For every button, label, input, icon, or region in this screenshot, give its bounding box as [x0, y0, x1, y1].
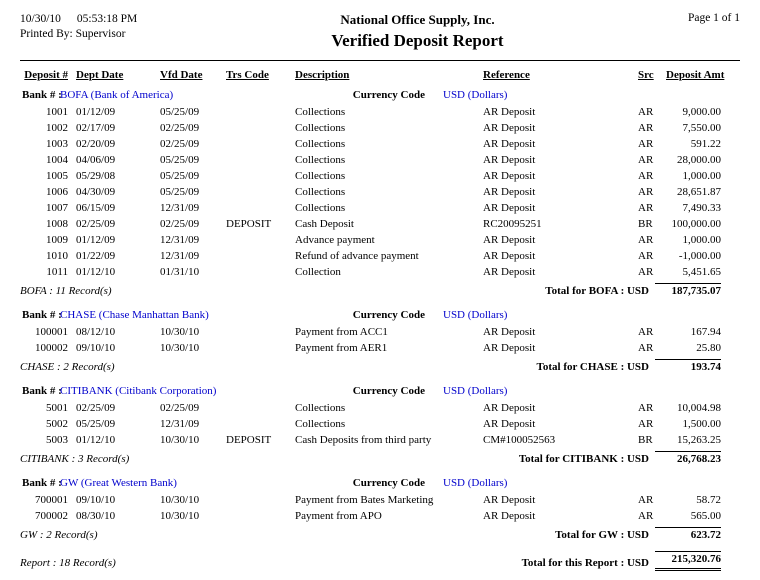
cell-deposit-amt: 1,000.00: [682, 170, 721, 182]
currency-code-value: USD (Dollars): [443, 309, 508, 321]
cell-deposit-number: 1004: [46, 154, 68, 166]
cell-vfd-date: 02/25/09: [160, 138, 200, 150]
cell-deposit-amt: -1,000.00: [678, 250, 721, 262]
table-row: [20, 416, 721, 432]
cell-trs-code: [226, 400, 295, 416]
cell-src: AR: [638, 202, 654, 214]
currency-code-label: Currency Code: [352, 309, 425, 321]
page-header: [20, 12, 740, 51]
cell-src: AR: [638, 250, 654, 262]
group-record-count: BOFA : 11 Record(s): [20, 285, 112, 297]
bank-header-row: [20, 475, 721, 492]
currency-code-value: USD (Dollars): [443, 385, 508, 397]
cell-dept-date: 09/10/10: [76, 494, 116, 506]
cell-description: Payment from APO: [295, 510, 382, 522]
group-summary-row: [20, 359, 721, 375]
cell-deposit-amt: 5,451.65: [682, 266, 721, 278]
cell-deposit-number: 1007: [46, 202, 68, 214]
col-header-deposit-amt: Deposit Amt: [666, 69, 725, 81]
bank-header-row: [20, 87, 721, 104]
table-row: [20, 168, 721, 184]
cell-vfd-date: 05/25/09: [160, 106, 200, 118]
col-header-deposit-number: Deposit #: [24, 69, 68, 81]
group-record-count: CITIBANK : 3 Record(s): [20, 453, 130, 465]
cell-deposit-amt: 100,000.00: [671, 218, 721, 230]
bank-header-row: [20, 383, 721, 400]
cell-trs-code: [226, 200, 295, 216]
table-row: [20, 340, 721, 356]
cell-reference: AR Deposit: [483, 106, 536, 118]
cell-src: AR: [638, 122, 654, 134]
cell-reference: RC20095251: [483, 218, 542, 230]
cell-deposit-amt: 28,651.87: [677, 186, 721, 198]
cell-vfd-date: 10/30/10: [160, 326, 200, 338]
cell-description: Collections: [295, 154, 346, 166]
col-header-vfd-date: Vfd Date: [160, 69, 203, 81]
cell-vfd-date: 10/30/10: [160, 494, 200, 506]
group-total-label: Total for BOFA : USD: [545, 285, 649, 297]
cell-dept-date: 08/30/10: [76, 510, 116, 522]
cell-src: AR: [638, 170, 654, 182]
table-row: [20, 136, 721, 152]
group-total-amount: 193.74: [655, 359, 721, 375]
cell-src: AR: [638, 266, 654, 278]
cell-trs-code: [226, 168, 295, 184]
cell-deposit-amt: 565.00: [690, 510, 721, 522]
cell-src: AR: [638, 402, 654, 414]
cell-deposit-number: 1001: [46, 106, 68, 118]
table-row: [20, 104, 721, 120]
bank-number-label: Bank # :: [22, 477, 62, 489]
cell-src: BR: [638, 218, 653, 230]
cell-reference: AR Deposit: [483, 494, 536, 506]
bank-number-label: Bank # :: [22, 309, 62, 321]
report-total-row: [20, 551, 721, 571]
cell-src: AR: [638, 418, 654, 430]
cell-dept-date: 01/22/09: [76, 250, 116, 262]
bank-name: GW (Great Western Bank): [60, 477, 177, 489]
cell-vfd-date: 12/31/09: [160, 250, 200, 262]
cell-src: AR: [638, 510, 654, 522]
cell-deposit-number: 700001: [35, 494, 68, 506]
cell-reference: AR Deposit: [483, 170, 536, 182]
group-summary-row: [20, 283, 721, 299]
cell-description: Cash Deposits from third party: [295, 434, 432, 446]
cell-src: AR: [638, 234, 654, 246]
report-body: [20, 87, 721, 543]
cell-vfd-date: 05/25/09: [160, 170, 200, 182]
cell-vfd-date: 12/31/09: [160, 418, 200, 430]
table-row: [20, 264, 721, 280]
table-row: [20, 508, 721, 524]
group-summary-row: [20, 527, 721, 543]
cell-vfd-date: 05/25/09: [160, 154, 200, 166]
cell-src: AR: [638, 106, 654, 118]
cell-trs-code: [226, 324, 295, 340]
report-record-count: Report : 18 Record(s): [20, 557, 116, 569]
cell-dept-date: 02/25/09: [76, 402, 116, 414]
cell-vfd-date: 12/31/09: [160, 202, 200, 214]
cell-vfd-date: 02/25/09: [160, 218, 200, 230]
cell-trs-code: [226, 416, 295, 432]
cell-reference: AR Deposit: [483, 418, 536, 430]
cell-reference: AR Deposit: [483, 154, 536, 166]
cell-deposit-amt: 58.72: [696, 494, 721, 506]
page-number: Page 1 of 1: [687, 12, 740, 24]
group-record-count: GW : 2 Record(s): [20, 529, 98, 541]
cell-deposit-number: 700002: [35, 510, 68, 522]
cell-trs-code: DEPOSIT: [226, 434, 272, 446]
col-header-dept-date: Dept Date: [76, 69, 124, 81]
cell-reference: AR Deposit: [483, 202, 536, 214]
cell-description: Refund of advance payment: [295, 250, 419, 262]
cell-deposit-number: 1011: [46, 266, 68, 278]
cell-dept-date: 02/20/09: [76, 138, 116, 150]
cell-trs-code: [226, 248, 295, 264]
table-row: [20, 184, 721, 200]
group-total-amount: 187,735.07: [655, 283, 721, 299]
table-row: [20, 120, 721, 136]
cell-description: Collections: [295, 186, 346, 198]
cell-vfd-date: 12/31/09: [160, 234, 200, 246]
header-divider: [20, 60, 740, 61]
cell-trs-code: DEPOSIT: [226, 218, 272, 230]
cell-reference: AR Deposit: [483, 266, 536, 278]
cell-deposit-number: 1005: [46, 170, 68, 182]
cell-deposit-amt: 1,500.00: [682, 418, 721, 430]
cell-trs-code: [226, 492, 295, 508]
report-title: Verified Deposit Report: [331, 31, 504, 50]
cell-vfd-date: 05/25/09: [160, 186, 200, 198]
cell-description: Collections: [295, 170, 346, 182]
cell-reference: AR Deposit: [483, 138, 536, 150]
table-row: [20, 432, 721, 448]
cell-description: Payment from Bates Marketing: [295, 494, 434, 506]
cell-deposit-number: 5002: [46, 418, 68, 430]
cell-deposit-amt: 28,000.00: [677, 154, 721, 166]
cell-deposit-amt: 25.80: [696, 342, 721, 354]
cell-dept-date: 01/12/09: [76, 234, 116, 246]
cell-vfd-date: 01/31/10: [160, 266, 200, 278]
cell-src: AR: [638, 494, 654, 506]
table-row: [20, 216, 721, 232]
group-record-count: CHASE : 2 Record(s): [20, 361, 115, 373]
cell-vfd-date: 10/30/10: [160, 510, 200, 522]
table-row: [20, 492, 721, 508]
cell-deposit-number: 1006: [46, 186, 68, 198]
group-total-label: Total for GW : USD: [555, 529, 649, 541]
col-header-src: Src: [638, 69, 654, 81]
cell-description: Collections: [295, 202, 346, 214]
cell-deposit-amt: 10,004.98: [677, 402, 721, 414]
cell-reference: AR Deposit: [483, 326, 536, 338]
cell-deposit-number: 100001: [35, 326, 68, 338]
cell-vfd-date: 02/25/09: [160, 402, 200, 414]
cell-src: AR: [638, 342, 654, 354]
cell-dept-date: 01/12/09: [76, 106, 116, 118]
cell-deposit-amt: 15,263.25: [677, 434, 721, 446]
cell-trs-code: [226, 184, 295, 200]
cell-deposit-amt: 7,490.33: [682, 202, 721, 214]
cell-src: BR: [638, 434, 653, 446]
cell-description: Collections: [295, 122, 346, 134]
cell-dept-date: 01/12/10: [76, 266, 116, 278]
currency-code-value: USD (Dollars): [443, 477, 508, 489]
cell-dept-date: 02/25/09: [76, 218, 116, 230]
col-header-description: Description: [295, 69, 350, 81]
cell-deposit-number: 1003: [46, 138, 68, 150]
currency-code-label: Currency Code: [352, 477, 425, 489]
currency-code-value: USD (Dollars): [443, 89, 508, 101]
cell-dept-date: 04/30/09: [76, 186, 116, 198]
col-header-reference: Reference: [483, 69, 530, 81]
table-row: [20, 324, 721, 340]
group-total-label: Total for CHASE : USD: [536, 361, 649, 373]
cell-dept-date: 09/10/10: [76, 342, 116, 354]
print-date: 10/30/10: [20, 13, 61, 25]
bank-name: CITIBANK (Citibank Corporation): [60, 385, 217, 397]
cell-reference: CM#100052563: [483, 434, 556, 446]
cell-description: Collection: [295, 266, 341, 278]
bank-name: BOFA (Bank of America): [60, 89, 174, 101]
cell-vfd-date: 10/30/10: [160, 342, 200, 354]
company-name: National Office Supply, Inc.: [340, 12, 495, 27]
cell-dept-date: 01/12/10: [76, 434, 116, 446]
cell-trs-code: [226, 136, 295, 152]
table-row: [20, 248, 721, 264]
group-total-amount: 26,768.23: [655, 451, 721, 467]
cell-src: AR: [638, 326, 654, 338]
cell-deposit-amt: 167.94: [690, 326, 721, 338]
report-total-label: Total for this Report : USD: [521, 557, 649, 569]
cell-description: Payment from AER1: [295, 342, 388, 354]
cell-deposit-amt: 591.22: [690, 138, 721, 150]
cell-trs-code: [226, 152, 295, 168]
cell-vfd-date: 02/25/09: [160, 122, 200, 134]
cell-trs-code: [226, 508, 295, 524]
cell-description: Collections: [295, 402, 346, 414]
cell-deposit-amt: 9,000.00: [682, 106, 721, 118]
group-total-amount: 623.72: [655, 527, 721, 543]
cell-description: Collections: [295, 418, 346, 430]
cell-src: AR: [638, 186, 654, 198]
cell-reference: AR Deposit: [483, 234, 536, 246]
cell-dept-date: 08/12/10: [76, 326, 116, 338]
cell-dept-date: 04/06/09: [76, 154, 116, 166]
cell-trs-code: [226, 232, 295, 248]
printed-by: Printed By: Supervisor: [20, 28, 126, 40]
cell-deposit-amt: 7,550.00: [682, 122, 721, 134]
cell-reference: AR Deposit: [483, 186, 536, 198]
cell-src: AR: [638, 138, 654, 150]
cell-description: Collections: [295, 106, 346, 118]
bank-number-label: Bank # :: [22, 89, 62, 101]
table-row: [20, 152, 721, 168]
cell-description: Payment from ACC1: [295, 326, 388, 338]
cell-description: Advance payment: [295, 234, 375, 246]
report-total-amount: 215,320.76: [655, 551, 721, 571]
bank-name: CHASE (Chase Manhattan Bank): [60, 309, 209, 321]
table-row: [20, 200, 721, 216]
cell-description: Collections: [295, 138, 346, 150]
cell-deposit-number: 1009: [46, 234, 68, 246]
cell-dept-date: 02/17/09: [76, 122, 116, 134]
bank-header-row: [20, 307, 721, 324]
print-time: 05:53:18 PM: [76, 13, 138, 25]
cell-deposit-number: 5003: [46, 434, 68, 446]
report-heading: [205, 12, 630, 51]
cell-deposit-number: 100002: [35, 342, 68, 354]
group-summary-row: [20, 451, 721, 467]
cell-deposit-amt: 1,000.00: [682, 234, 721, 246]
table-row: [20, 400, 721, 416]
currency-code-label: Currency Code: [352, 385, 425, 397]
cell-description: Cash Deposit: [295, 218, 354, 230]
cell-trs-code: [226, 340, 295, 356]
column-header-row: [20, 67, 725, 83]
col-header-trs-code: Trs Code: [226, 69, 269, 81]
report-table: [20, 67, 725, 571]
currency-code-label: Currency Code: [352, 89, 425, 101]
bank-number-label: Bank # :: [22, 385, 62, 397]
cell-deposit-number: 1002: [46, 122, 68, 134]
cell-trs-code: [226, 120, 295, 136]
cell-deposit-number: 1008: [46, 218, 68, 230]
cell-reference: AR Deposit: [483, 402, 536, 414]
cell-reference: AR Deposit: [483, 342, 536, 354]
cell-reference: AR Deposit: [483, 250, 536, 262]
cell-dept-date: 06/15/09: [76, 202, 116, 214]
cell-dept-date: 05/29/08: [76, 170, 116, 182]
print-info: [20, 12, 205, 42]
cell-trs-code: [226, 104, 295, 120]
cell-reference: AR Deposit: [483, 510, 536, 522]
cell-deposit-number: 5001: [46, 402, 68, 414]
cell-trs-code: [226, 264, 295, 280]
cell-deposit-number: 1010: [46, 250, 68, 262]
cell-reference: AR Deposit: [483, 122, 536, 134]
cell-src: AR: [638, 154, 654, 166]
table-row: [20, 232, 721, 248]
group-total-label: Total for CITIBANK : USD: [518, 453, 649, 465]
cell-dept-date: 05/25/09: [76, 418, 116, 430]
cell-vfd-date: 10/30/10: [160, 434, 200, 446]
